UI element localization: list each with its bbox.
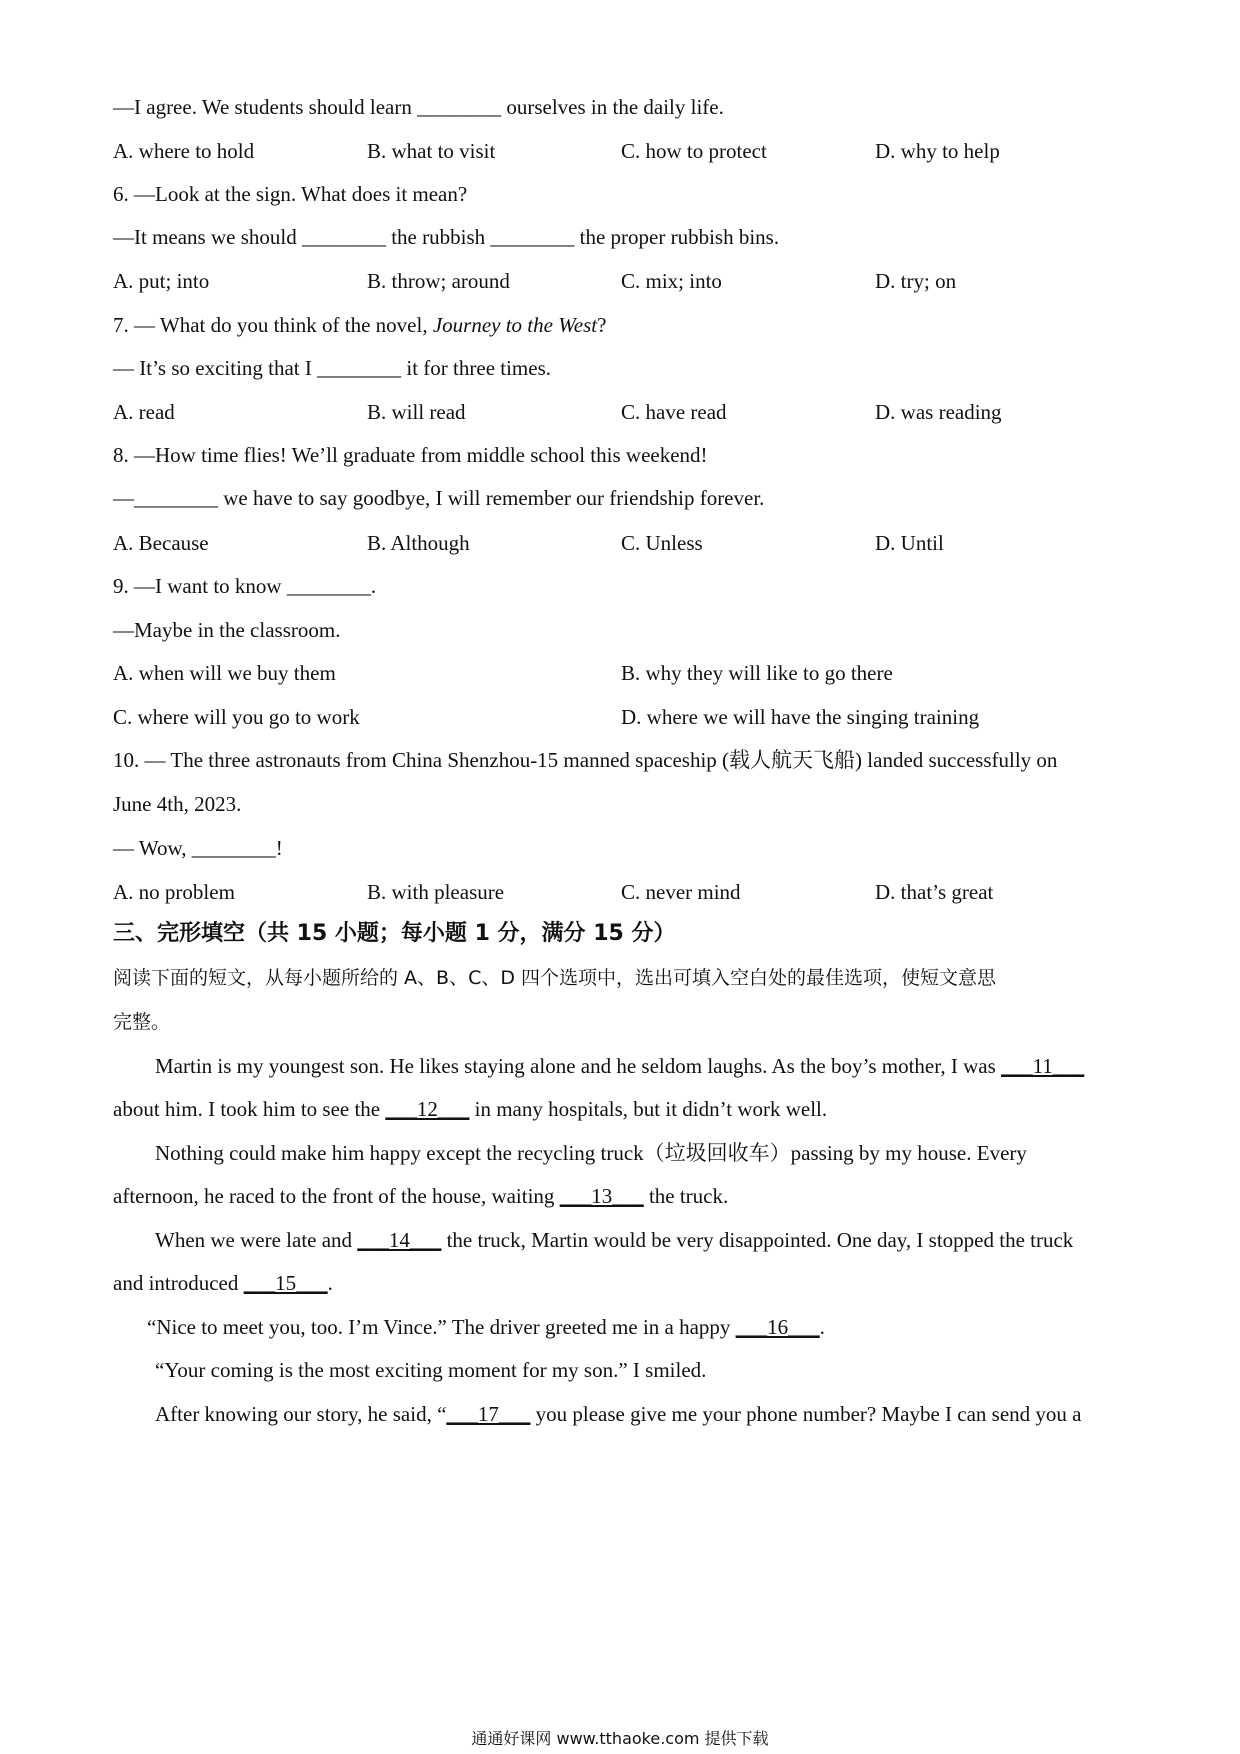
blank-12: ___12___ bbox=[385, 1097, 470, 1121]
passage-line-5 bbox=[155, 1225, 1073, 1255]
q5-option-d: D. why to help bbox=[875, 139, 1000, 163]
q8-option-c: C. Unless bbox=[621, 531, 703, 555]
q10-option-c: C. never mind bbox=[621, 880, 741, 904]
passage-line-6 bbox=[113, 1268, 333, 1298]
q7-option-d: D. was reading bbox=[875, 400, 1002, 424]
passage-text: the truck. bbox=[643, 1184, 729, 1208]
passage-text: afternoon, he raced to the front of the house, waiting bbox=[113, 1184, 560, 1208]
q10-stem-line-1: 10. — The three astronauts from China Shenzhou-15 manned spaceship (载人航天飞船) landed successfully on bbox=[113, 748, 1058, 772]
q9-option-a: A. when will we buy them bbox=[113, 661, 336, 685]
passage-line-2 bbox=[113, 1094, 827, 1124]
q7-stem bbox=[113, 310, 606, 340]
q6-option-d: D. try; on bbox=[875, 269, 957, 293]
blank-14: ___14___ bbox=[357, 1228, 442, 1252]
q9-option-c: C. where will you go to work bbox=[113, 705, 360, 729]
passage-text: “Nice to meet you, too. I’m Vince.” The driver greeted me in a happy bbox=[147, 1315, 736, 1339]
q6-answer-line: —It means we should ________ the rubbish ________ the proper rubbish bins. bbox=[113, 225, 780, 249]
q6-option-b: B. throw; around bbox=[367, 269, 510, 293]
section-3-heading: 三、完形填空（共 15 小题；每小题 1 分，满分 15 分） bbox=[113, 921, 676, 946]
q5-option-a: A. where to hold bbox=[113, 139, 255, 163]
passage-line-1 bbox=[155, 1051, 1084, 1081]
passage-text: . bbox=[327, 1271, 333, 1295]
blank-15: ___15___ bbox=[243, 1271, 328, 1295]
q5-option-c: C. how to protect bbox=[621, 139, 767, 163]
q9-option-d: D. where we will have the singing training bbox=[621, 705, 980, 729]
q7-answer-line: — It’s so exciting that I ________ it for three times. bbox=[113, 356, 552, 380]
q9-options-row-2 bbox=[113, 702, 1133, 732]
q10-option-d: D. that’s great bbox=[875, 880, 994, 904]
q8-option-a: A. Because bbox=[113, 531, 209, 555]
passage-text: the truck, Martin would be very disappointed. One day, I stopped the truck bbox=[441, 1228, 1074, 1252]
q6-option-c: C. mix; into bbox=[621, 269, 722, 293]
q10-option-a: A. no problem bbox=[113, 880, 235, 904]
passage-text: in many hospitals, but it didn’t work well. bbox=[469, 1097, 828, 1121]
passage-text: you please give me your phone number? Maybe I can send you a bbox=[530, 1402, 1082, 1426]
q7-option-c: C. have read bbox=[621, 400, 727, 424]
q8-option-b: B. Although bbox=[367, 531, 470, 555]
q9-stem: 9. —I want to know ________. bbox=[113, 574, 377, 598]
q10-options bbox=[113, 877, 1133, 907]
q8-options bbox=[113, 528, 1133, 558]
q5-options bbox=[113, 136, 1133, 166]
passage-text: When we were late and bbox=[155, 1228, 358, 1252]
q5-option-b: B. what to visit bbox=[367, 139, 496, 163]
passage-line-9 bbox=[155, 1399, 1081, 1429]
q7-option-b: B. will read bbox=[367, 400, 466, 424]
passage-text: about him. I took him to see the bbox=[113, 1097, 386, 1121]
page-footer: 通通好课网 www.tthaoke.com 提供下载 bbox=[471, 1729, 769, 1748]
q8-stem: 8. —How time flies! We’ll graduate from middle school this weekend! bbox=[113, 443, 708, 467]
q8-answer-line: —________ we have to say goodbye, I will remember our friendship forever. bbox=[113, 486, 765, 510]
q7-stem-suffix: ? bbox=[597, 313, 607, 337]
q7-stem-title: Journey to the West bbox=[432, 313, 598, 337]
blank-13: ___13___ bbox=[559, 1184, 644, 1208]
passage-line-8: “Your coming is the most exciting moment for my son.” I smiled. bbox=[155, 1358, 707, 1382]
q7-options bbox=[113, 397, 1133, 427]
section-3-instruction-line-2: 完整。 bbox=[113, 1011, 171, 1033]
passage-line-7 bbox=[147, 1312, 825, 1342]
passage-text: After knowing our story, he said, “ bbox=[155, 1402, 447, 1426]
passage-text: . bbox=[819, 1315, 825, 1339]
q9-option-b: B. why they will like to go there bbox=[621, 661, 893, 685]
blank-17: ___17___ bbox=[446, 1402, 531, 1426]
q10-stem-line-2: June 4th, 2023. bbox=[113, 792, 242, 816]
passage-text: Martin is my youngest son. He likes staying alone and he seldom laughs. As the boy’s mother, I was bbox=[155, 1054, 1002, 1078]
q9-answer-line: —Maybe in the classroom. bbox=[113, 618, 341, 642]
q10-option-b: B. with pleasure bbox=[367, 880, 505, 904]
q9-options-row-1 bbox=[113, 658, 1133, 688]
q5-answer-line: —I agree. We students should learn ________ ourselves in the daily life. bbox=[113, 95, 724, 119]
passage-text: and introduced bbox=[113, 1271, 244, 1295]
q8-option-d: D. Until bbox=[875, 531, 944, 555]
q6-options bbox=[113, 266, 1133, 296]
blank-11: ___11___ bbox=[1001, 1054, 1085, 1078]
q6-option-a: A. put; into bbox=[113, 269, 210, 293]
q10-answer-line: — Wow, ________! bbox=[113, 836, 283, 860]
q7-stem-prefix: 7. — What do you think of the novel, bbox=[113, 313, 433, 337]
passage-line-3: Nothing could make him happy except the recycling truck（垃圾回收车）passing by my house. Every bbox=[155, 1141, 1027, 1165]
section-3-instruction-line-1: 阅读下面的短文，从每小题所给的 A、B、C、D 四个选项中，选出可填入空白处的最佳选项，使短文意思 bbox=[113, 967, 997, 989]
q6-stem: 6. —Look at the sign. What does it mean? bbox=[113, 182, 468, 206]
q7-option-a: A. read bbox=[113, 400, 175, 424]
passage-line-4 bbox=[113, 1181, 728, 1211]
blank-16: ___16___ bbox=[735, 1315, 820, 1339]
